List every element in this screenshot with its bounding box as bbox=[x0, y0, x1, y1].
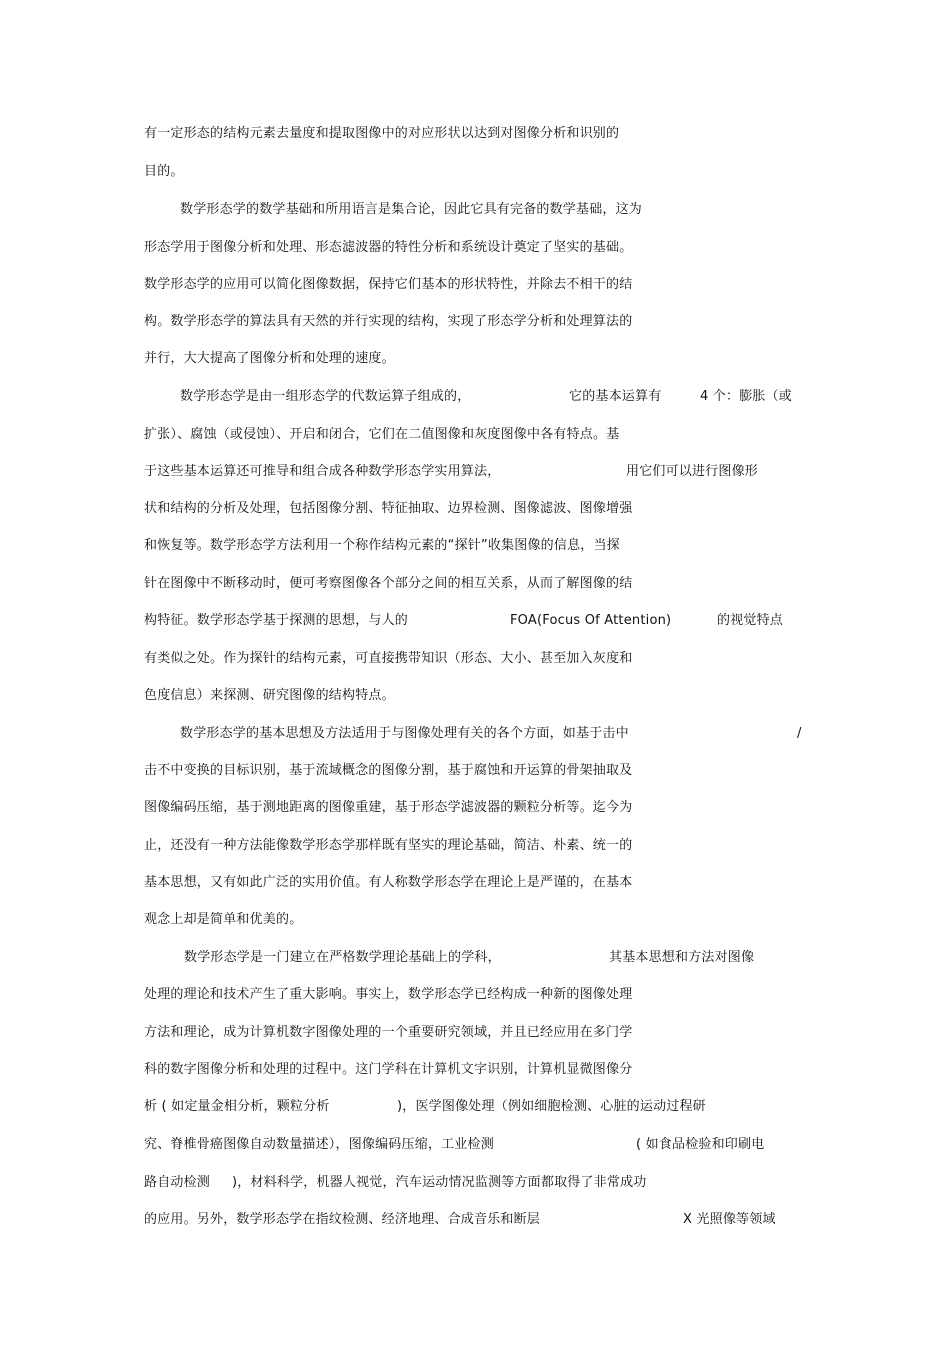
text-line: 有一定形态的结构元素去量度和提取图像中的对应形状以达到对图像分析和识别的 bbox=[144, 126, 620, 141]
text-line: 科的数字图像分析和处理的过程中。这门学科在计算机文字识别，计算机显微图像分 bbox=[144, 1062, 633, 1077]
text-line: 图像编码压缩，基于测地距离的图像重建，基于形态学滤波器的颗粒分析等。迄今为 bbox=[144, 800, 633, 815]
text-line: 它的基本运算有 bbox=[569, 389, 662, 404]
text-line: 观念上却是简单和优美的。 bbox=[144, 912, 303, 927]
text-line: 扩张）、腐蚀（或侵蚀）、开启和闭合，它们在二值图像和灰度图像中各有特点。基 bbox=[144, 427, 620, 442]
text-line: 方法和理论，成为计算机数字图像处理的一个重要研究领域，并且已经应用在多门学 bbox=[144, 1025, 633, 1040]
text-line: 击不中变换的目标识别，基于流域概念的图像分割，基于腐蚀和开运算的骨架抽取及 bbox=[144, 763, 633, 778]
text-line: 状和结构的分析及处理，包括图像分割、特征抽取、边界检测、图像滤波、图像增强 bbox=[144, 501, 633, 516]
text-line: 数学形态学的基本思想及方法适用于与图像处理有关的各个方面，如基于击中 bbox=[180, 726, 629, 741]
text-line: 形态学用于图像分析和处理、形态滤波器的特性分析和系统设计奠定了坚实的基础。 bbox=[144, 240, 633, 255]
text-line: 构特征。数学形态学基于探测的思想，与人的 bbox=[144, 613, 409, 628]
text-line: 有类似之处。作为探针的结构元素，可直接携带知识（形态、大小、甚至加入灰度和 bbox=[144, 651, 633, 666]
text-line: 数学形态学是一门建立在严格数学理论基础上的学科， bbox=[184, 950, 501, 965]
text-line: 数学形态学是由一组形态学的代数运算子组成的， bbox=[180, 389, 471, 404]
text-line: 的视觉特点 bbox=[717, 613, 784, 628]
text-line: 数学形态学的数学基础和所用语言是集合论，因此它具有完备的数学基础，这为 bbox=[180, 202, 643, 217]
text-line: 数学形态学的应用可以简化图像数据，保持它们基本的形状特性，并除去不相干的结 bbox=[144, 277, 633, 292]
text-line: 和恢复等。数学形态学方法利用一个称作结构元素的“探针”收集图像的信息，当探 bbox=[144, 538, 620, 553]
text-line: )，医学图像处理（例如细胞检测、心脏的运动过程研 bbox=[397, 1099, 706, 1114]
text-line: 路自动检测 bbox=[144, 1175, 211, 1190]
text-line: 止，还没有一种方法能像数学形态学那样既有坚实的理论基础，简洁、朴素、统一的 bbox=[144, 838, 633, 853]
text-line: 针在图像中不断移动时，便可考察图像各个部分之间的相互关系，从而了解图像的结 bbox=[144, 576, 633, 591]
text-line: 究、脊椎骨癌图像自动数量描述），图像编码压缩，工业检测 bbox=[144, 1137, 494, 1152]
text-line: 的应用。另外，数学形态学在指纹检测、经济地理、合成音乐和断层 bbox=[144, 1212, 541, 1227]
text-line: 析 ( 如定量金相分析，颗粒分析 bbox=[144, 1099, 330, 1114]
text-line: )，材料科学，机器人视觉，汽车运动情况监测等方面都取得了非常成功 bbox=[232, 1175, 647, 1190]
text-line: 目的。 bbox=[144, 164, 184, 179]
text-line: 处理的理论和技术产生了重大影响。事实上，数学形态学已经构成一种新的图像处理 bbox=[144, 987, 633, 1002]
text-line: 用它们可以进行图像形 bbox=[626, 464, 759, 479]
text-line: 并行，大大提高了图像分析和处理的速度。 bbox=[144, 351, 395, 366]
text-line: 其基本思想和方法对图像 bbox=[609, 950, 755, 965]
text-line: 色度信息）来探测、研究图像的结构特点。 bbox=[144, 688, 395, 703]
text-line: X 光照像等领域 bbox=[683, 1212, 776, 1227]
text-line: 4 个：膨胀（或 bbox=[700, 389, 793, 404]
text-line: 于这些基本运算还可推导和组合成各种数学形态学实用算法， bbox=[144, 464, 501, 479]
text-line: FOA(Focus Of Attention) bbox=[510, 613, 672, 628]
text-line: / bbox=[797, 726, 802, 741]
text-line: ( 如食品检验和印刷电 bbox=[636, 1137, 765, 1152]
text-line: 构。数学形态学的算法具有天然的并行实现的结构，实现了形态学分析和处理算法的 bbox=[144, 314, 633, 329]
text-line: 基本思想，又有如此广泛的实用价值。有人称数学形态学在理论上是严谨的，在基本 bbox=[144, 875, 633, 890]
